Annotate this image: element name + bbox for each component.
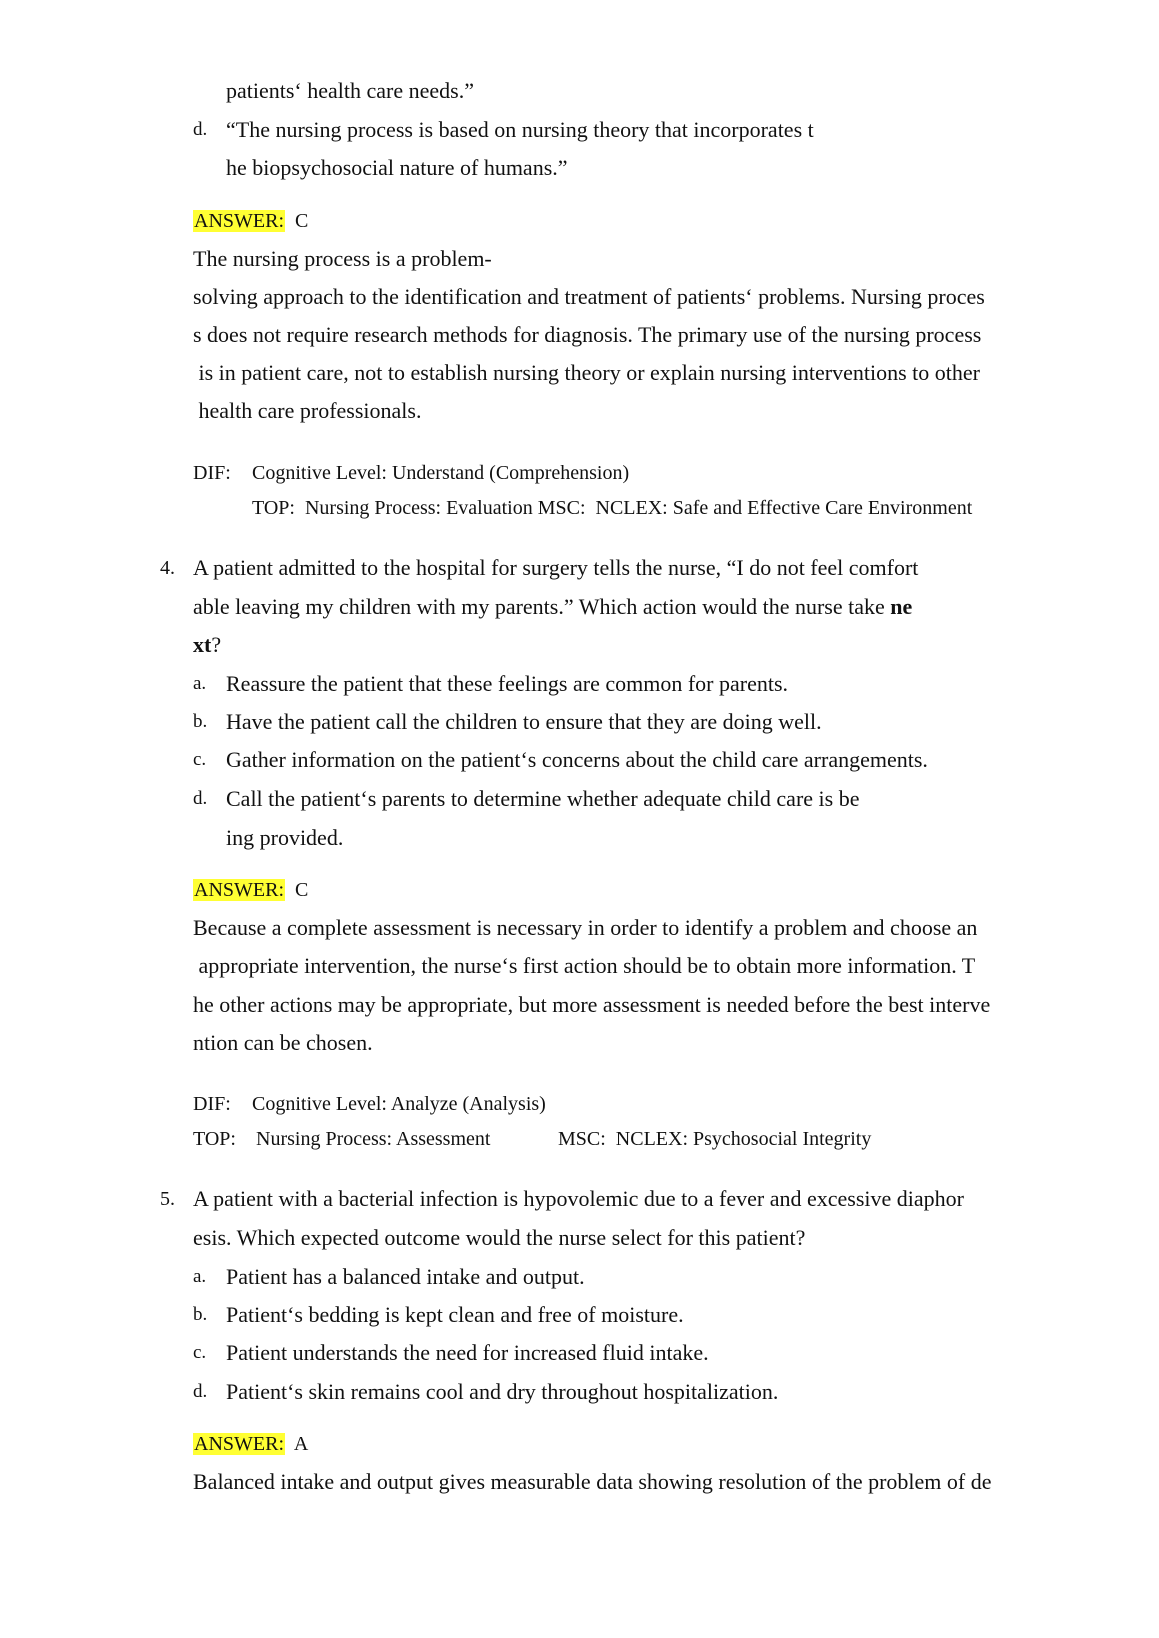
- q5-option-d-text: Patient‘s skin remains cool and dry throughout hospitalization.: [226, 1379, 779, 1404]
- q5-rationale-line: Balanced intake and output gives measurable data showing resolution of the problem of de: [193, 1469, 992, 1494]
- q4-stem-line3: [193, 630, 221, 660]
- q4-option-c-letter: c.: [193, 749, 207, 770]
- q4-dif-value: Cognitive Level: Analyze (Analysis): [252, 1093, 546, 1115]
- q4-msc-value: MSC: NCLEX: Psychosocial Integrity: [558, 1128, 872, 1150]
- q3-dif-label: DIF:: [193, 462, 231, 484]
- answer-label: ANSWER:: [194, 879, 284, 901]
- q4-option-b-letter: b.: [193, 711, 208, 732]
- q3-option-d-letter: d.: [193, 119, 208, 140]
- answer-value: C: [295, 879, 309, 901]
- q4-option-d-letter: d.: [193, 788, 208, 809]
- q5-answer: [193, 1429, 308, 1459]
- q4-option-a-letter: a.: [193, 673, 207, 694]
- q4-stem-line1: A patient admitted to the hospital for surgery tells the nurse, “I do not feel comfort: [193, 555, 919, 580]
- q5-option-c-text: Patient understands the need for increased fluid intake.: [226, 1340, 709, 1365]
- rationale-line: The nursing process is a problem-: [193, 246, 492, 271]
- answer-label: ANSWER:: [194, 210, 284, 232]
- rationale-line: s does not require research methods for diagnosis. The primary use of the nursing process: [193, 322, 982, 347]
- q4-top-label: TOP:: [193, 1128, 236, 1150]
- q5-stem-line2: esis. Which expected outcome would the nurse select for this patient?: [193, 1225, 806, 1250]
- rationale-line: appropriate intervention, the nurse‘s first action should be to obtain more information. T: [193, 953, 976, 978]
- q3-answer: [193, 206, 308, 236]
- q5-option-a-letter: a.: [193, 1266, 207, 1287]
- q5-stem-line1: A patient with a bacterial infection is hypovolemic due to a fever and excessive diaphor: [193, 1186, 964, 1211]
- q3-option-c-continued: patients‘ health care needs.”: [226, 78, 474, 103]
- q4-option-d-text: Call the patient‘s parents to determine whether adequate child care is be: [226, 786, 860, 811]
- q4-top-value: Nursing Process: Assessment: [256, 1128, 491, 1150]
- q3-dif-value: Cognitive Level: Understand (Comprehension): [252, 462, 630, 484]
- rationale-line: ntion can be chosen.: [193, 1030, 373, 1055]
- stem-text: ?: [211, 632, 222, 657]
- q4-option-b-text: Have the patient call the children to ensure that they are doing well.: [226, 709, 822, 734]
- q5-option-a-text: Patient has a balanced intake and output.: [226, 1264, 585, 1289]
- question-number: 5.: [160, 1188, 175, 1210]
- answer-value: A: [293, 1433, 309, 1455]
- q3-option-d-line2: he biopsychosocial nature of humans.”: [226, 155, 568, 180]
- q4-stem-line2: [193, 592, 912, 622]
- rationale-line: Because a complete assessment is necessary in order to identify a problem and choose an: [193, 915, 978, 940]
- q5-option-b-text: Patient‘s bedding is kept clean and free of moisture.: [226, 1302, 684, 1327]
- rationale-line: is in patient care, not to establish nursing theory or explain nursing interventions to other: [193, 360, 980, 385]
- q5-option-d-letter: d.: [193, 1381, 208, 1402]
- rationale-line: he other actions may be appropriate, but more assessment is needed before the best interve: [193, 992, 991, 1017]
- q4-option-c-text: Gather information on the patient‘s concerns about the child care arrangements.: [226, 747, 928, 772]
- q3-top-msc: TOP: Nursing Process: Evaluation MSC: NCLEX: Safe and Effective Care Environment: [252, 497, 973, 519]
- answer-value: C: [295, 210, 309, 232]
- stem-bold-text: ne: [890, 594, 913, 619]
- answer-label: ANSWER:: [194, 1433, 284, 1455]
- rationale-line: health care professionals.: [193, 398, 422, 423]
- question-number: 4.: [160, 557, 175, 579]
- rationale-line: solving approach to the identification and treatment of patients‘ problems. Nursing proces: [193, 284, 985, 309]
- q5-option-b-letter: b.: [193, 1304, 208, 1325]
- q5-option-c-letter: c.: [193, 1342, 207, 1363]
- q3-option-d-line1: “The nursing process is based on nursing theory that incorporates t: [226, 117, 814, 142]
- stem-text: able leaving my children with my parents.” Which action would the nurse take: [193, 594, 891, 619]
- q4-answer: [193, 875, 308, 905]
- q4-option-d-continued: ing provided.: [226, 825, 344, 850]
- q4-option-a-text: Reassure the patient that these feelings are common for parents.: [226, 671, 789, 696]
- q4-dif-label: DIF:: [193, 1093, 231, 1115]
- stem-bold-text: xt: [193, 632, 212, 657]
